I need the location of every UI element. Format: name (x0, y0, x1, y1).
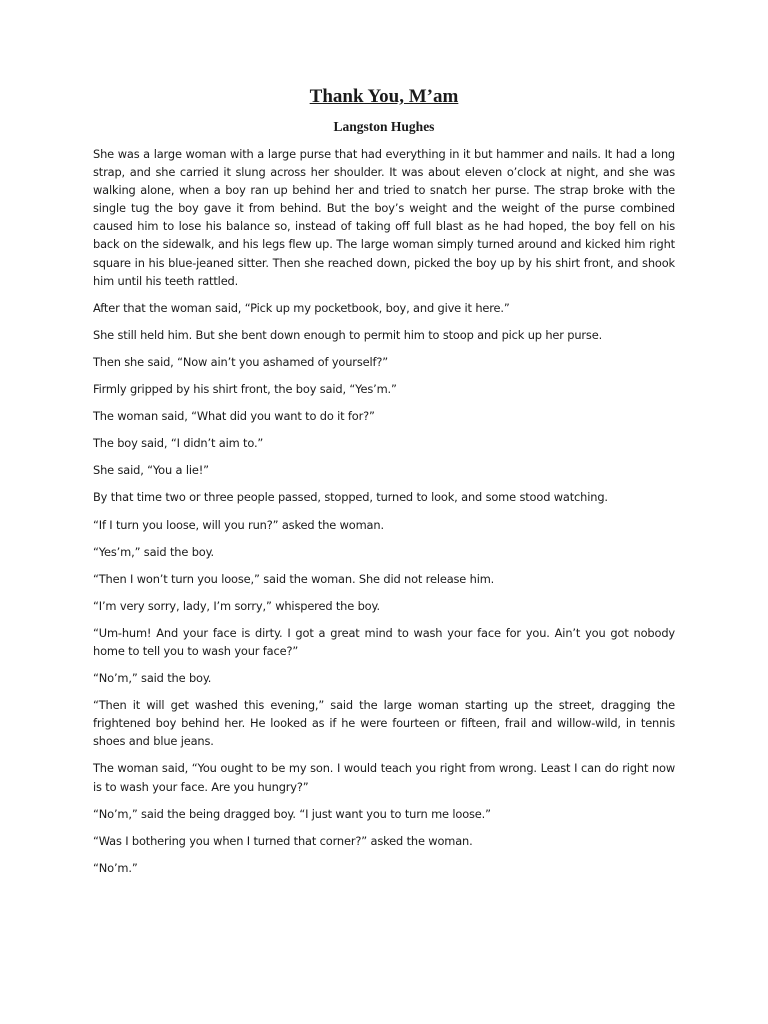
document-page (93, 86, 675, 886)
paragraph-10: “If I turn you loose, will you run?” asked the woman. (93, 517, 384, 532)
story-title: Thank You, M’am (309, 86, 459, 107)
paragraph-9: By that time two or three people passed, stopped, turned to look, and some stood watching. (93, 490, 608, 505)
paragraph-5: Firmly gripped by his shirt front, the boy said, “Yes’m.” (93, 382, 397, 397)
paragraph-18: “No’m,” said the being dragged boy. “I just want you to turn me loose.” (93, 806, 491, 821)
paragraph-7: The boy said, “I didn’t aim to.” (93, 436, 264, 451)
paragraph-12: “Then I won’t turn you loose,” said the woman. She did not release him. (93, 571, 495, 586)
story-author: Langston Hughes (333, 119, 435, 134)
paragraph-16: “Then it will get washed this evening,” said the large woman starting up the street, dragging the frightened boy behind her. He looked as if he were fourteen or fifteen, frail and willow-wild, in tennis shoes and blue jeans. (93, 698, 675, 749)
paragraph-14: “Um-hum! And your face is dirty. I got a great mind to wash your face for you. Ain’t you got nobody home to tell you to wash your face?” (93, 625, 675, 658)
paragraph-13: “I’m very sorry, lady, I’m sorry,” whispered the boy. (93, 598, 380, 613)
paragraph-11: “Yes’m,” said the boy. (93, 544, 215, 559)
paragraph-1: She was a large woman with a large purse that had everything in it but hammer and nails. It had a long strap, and she carried it slung across her shoulder. It was about eleven o’clock at night, and she was walking alone, when a boy ran up behind her and tried to snatch her purse. The strap broke with the single tug the boy gave it from behind. But the boy’s weight and the weight of the purse combined caused him to lose his balance so, instead of taking off full blast as he had hoped, the boy fell on his back on the sidewalk, and his legs flew up. The large woman simply turned around and kicked him right square in his blue-jeaned sitter. Then she reached down, picked the boy up by his shirt front, and shook him until his teeth rattled. (93, 147, 675, 288)
paragraph-2: After that the woman said, “Pick up my pocketbook, boy, and give it here.” (93, 300, 510, 315)
paragraph-17: The woman said, “You ought to be my son. I would teach you right from wrong. Least I can do right now is to wash your face. Are you hungry?” (93, 761, 675, 794)
paragraph-15: “No’m,” said the boy. (93, 671, 212, 686)
paragraph-8: She said, “You a lie!” (93, 463, 209, 478)
paragraph-4: Then she said, “Now ain’t you ashamed of yourself?” (93, 354, 389, 369)
paragraph-19: “Was I bothering you when I turned that corner?” asked the woman. (93, 833, 473, 848)
paragraph-6: The woman said, “What did you want to do it for?” (93, 409, 375, 424)
paragraph-20: “No’m.” (93, 860, 138, 875)
paragraph-3: She still held him. But she bent down enough to permit him to stoop and pick up her purse. (93, 327, 603, 342)
